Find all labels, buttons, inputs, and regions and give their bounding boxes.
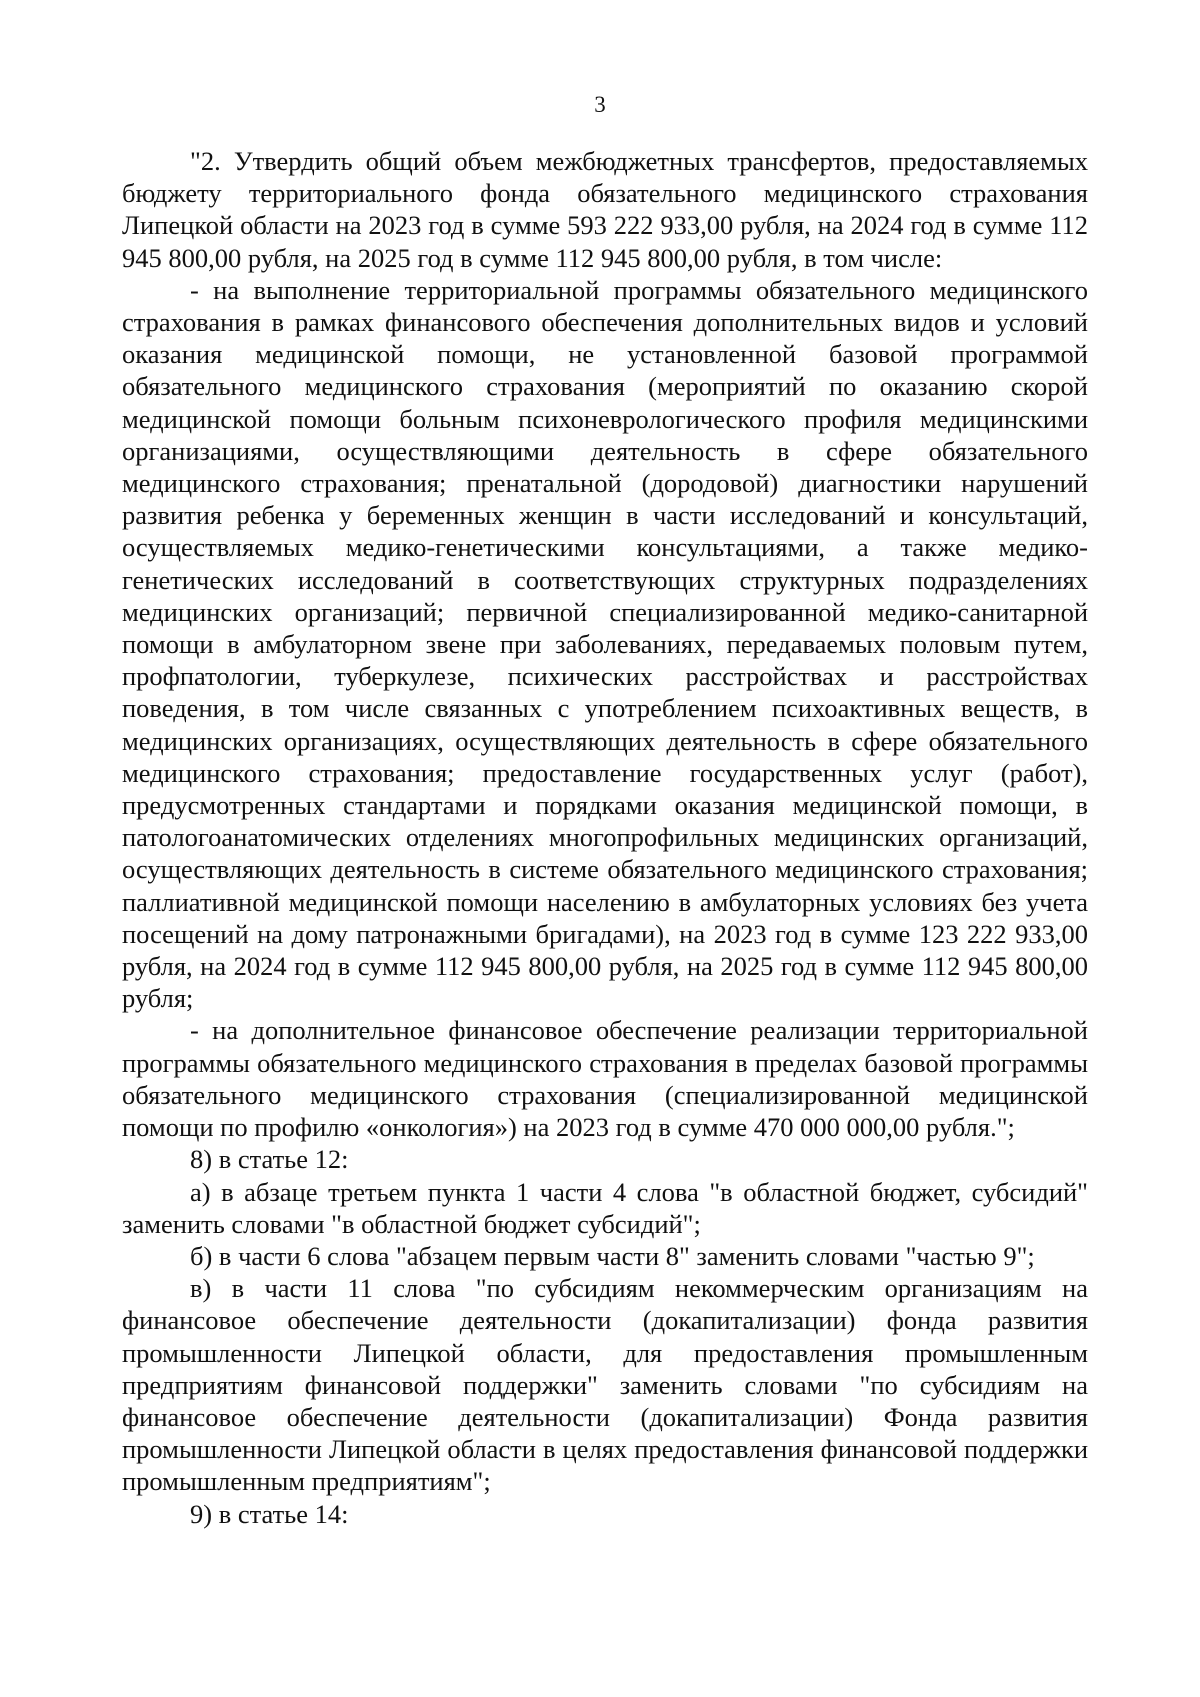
page-number: 3 <box>594 92 606 117</box>
paragraph-additional-funding: - на дополнительное финансовое обеспечение реализации территориальной программы обязательного медицинского страхования в пределах базовой программы обязательного медицинского страхования (специализированной медицинской помощи по профилю «онкология») на 2023 год в сумме 470 000 000,00 рубля."; <box>122 1015 1088 1143</box>
paragraph-territorial-program: - на выполнение территориальной программы обязательного медицинского страхования в рамках финансового обеспечения дополнительных видов и условий оказания медицинской помощи, не установленной базовой программой обязательного медицинского страхования (мероприятий по оказанию скорой медицинской помощи больным психоневрологического профиля медицинскими организациями, осуществляющими деятельность в сфере обязательного медицинского страхования; пренатальной (дородовой) диагностики нарушений развития ребенка у беременных женщин в части исследований и консультаций, осуществляемых медико-генетическими консультациями, а также медико-генетических исследований в соответствующих структурных подразделениях медицинских организаций; первичной специализированной медико-санитарной помощи в амбулаторном звене при заболеваниях, передаваемых половым путем, профпатологии, туберкулезе, психических расстройствах и расстройствах поведения, в том числе связанных с употреблением психоактивных веществ, в медицинских организациях, осуществляющих деятельность в сфере обязательного медицинского страхования; предоставление государственных услуг (работ), предусмотренных стандартами и порядками оказания медицинской помощи, в патологоанатомических отделениях многопрофильных медицинских организаций, осуществляющих деятельность в системе обязательного медицинского страхования; паллиативной медицинской помощи населению в амбулаторных условиях без учета посещений на дому патронажными бригадами), на 2023 год в сумме 123 222 933,00 рубля, на 2024 год в сумме 112 945 800,00 рубля, на 2025 год в сумме 112 945 800,00 рубля; <box>122 274 1088 1014</box>
paragraph-item-a: а) в абзаце третьем пункта 1 части 4 слова "в областной бюджет, субсидий" заменить словами "в областной бюджет субсидий"; <box>122 1176 1088 1239</box>
paragraph-item-v: в) в части 11 слова "по субсидиям некоммерческим организациям на финансовое обеспечение деятельности (докапитализации) фонда развития промышленности Липецкой области, для предоставления промышленным предприятиям финансовой поддержки" заменить словами "по субсидиям на финансовое обеспечение деятельности (докапитализации) Фонда развития промышленности Липецкой области в целях предоставления финансовой поддержки промышленным предприятиям"; <box>122 1273 1088 1497</box>
document-body <box>122 145 1088 1530</box>
paragraph-article-14: 9) в статье 14: <box>190 1498 349 1529</box>
paragraph-article-12: 8) в статье 12: <box>190 1144 349 1175</box>
paragraph-item-b: б) в части 6 слова "абзацем первым части 8" заменить словами "частью 9"; <box>190 1240 1035 1271</box>
paragraph-transfers-total: "2. Утвердить общий объем межбюджетных трансфертов, предоставляемых бюджету территориального фонда обязательного медицинского страхования Липецкой области на 2023 год в сумме 593 222 933,00 рубля, на 2024 год в сумме 112 945 800,00 рубля, на 2025 год в сумме 112 945 800,00 рубля, в том числе: <box>122 146 1088 273</box>
